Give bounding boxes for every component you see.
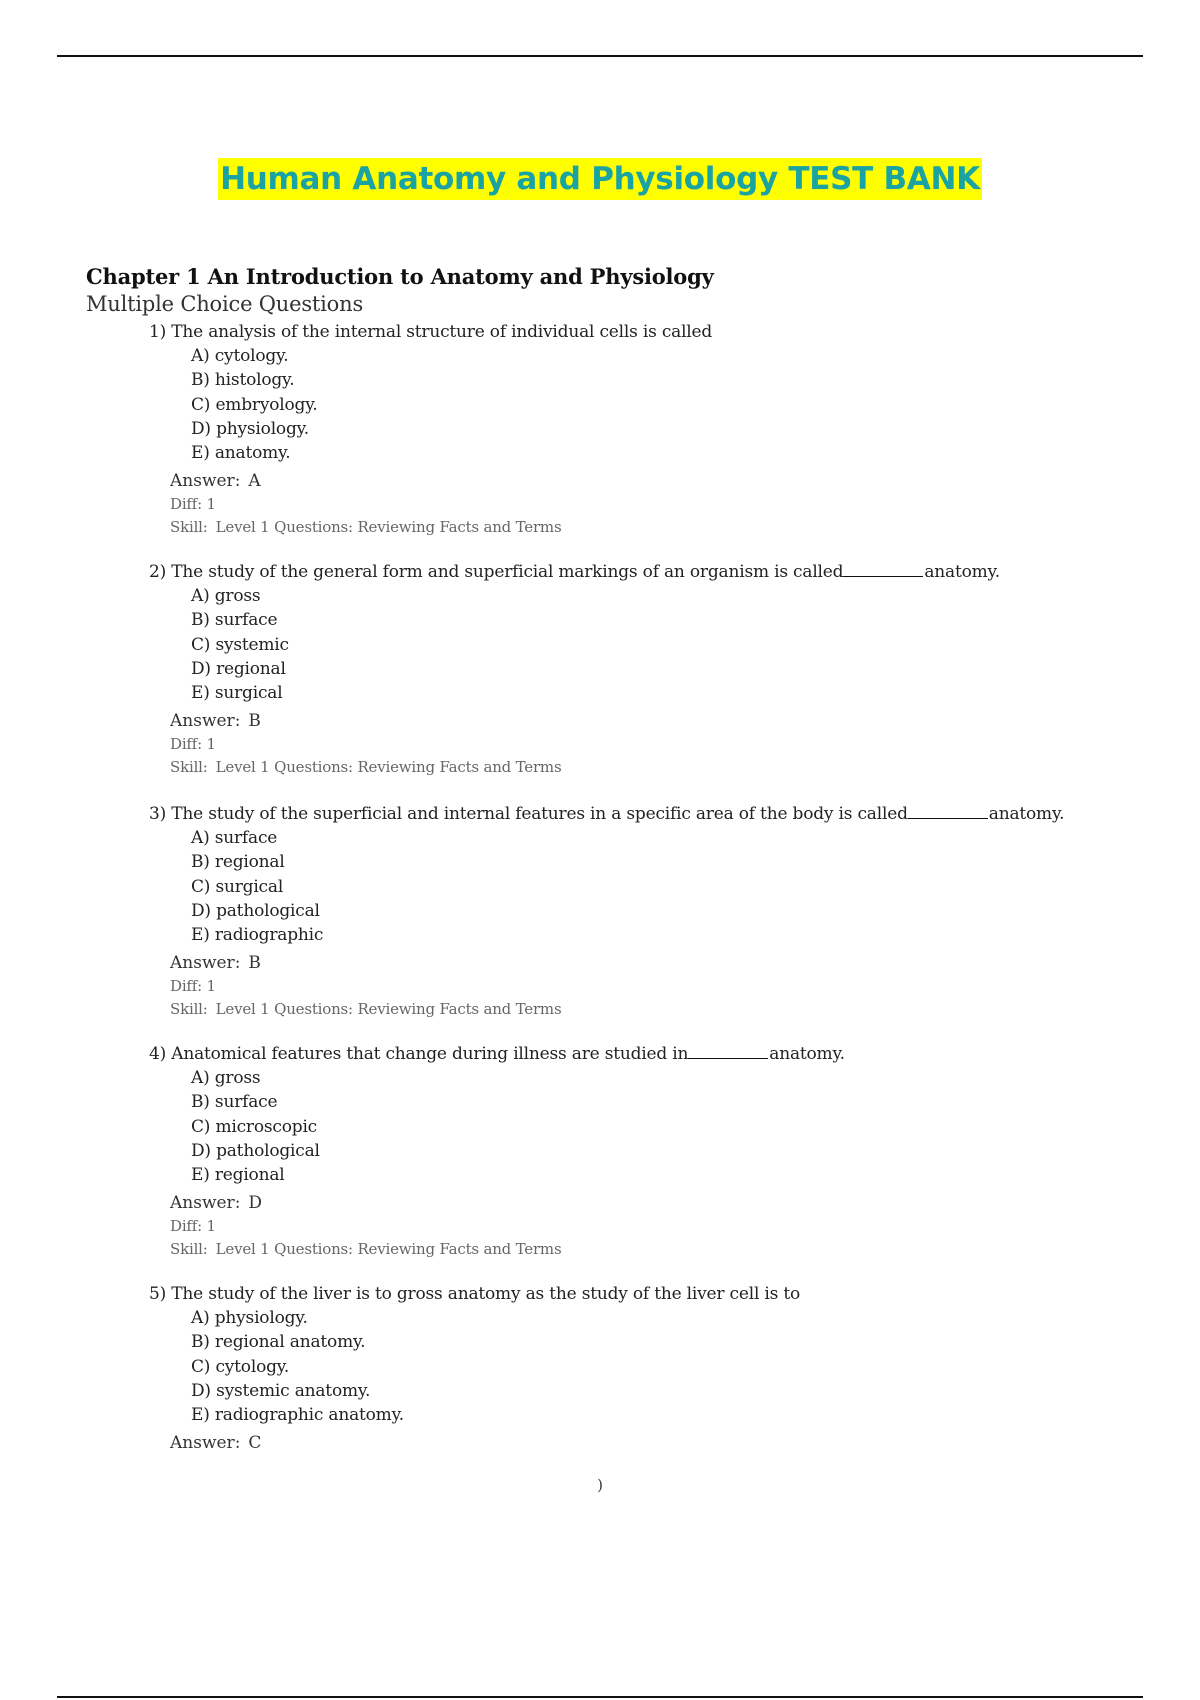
answer-options bbox=[149, 1306, 1109, 1427]
option-b: B) surface bbox=[191, 610, 278, 631]
option-d: D) pathological bbox=[191, 900, 320, 921]
option-e: E) surgical bbox=[191, 683, 283, 704]
answer-value: B bbox=[248, 953, 261, 974]
option-c: C) microscopic bbox=[191, 1116, 318, 1137]
answer-options bbox=[149, 1066, 1109, 1187]
question-stem: 2) The study of the general form and superficial markings of an organism is called anatomy. bbox=[149, 562, 1000, 582]
answer-value: C bbox=[248, 1433, 262, 1454]
answer-options bbox=[149, 826, 1109, 947]
option-e: E) radiographic bbox=[191, 925, 324, 946]
top-rule bbox=[57, 55, 1143, 57]
chapter-heading: Chapter 1 An Introduction to Anatomy and Physiology bbox=[86, 264, 714, 289]
difficulty: Diff: 1 bbox=[170, 495, 216, 514]
question-stem: 5) The study of the liver is to gross anatomy as the study of the liver cell is to bbox=[149, 1284, 801, 1304]
option-c: C) systemic bbox=[191, 634, 289, 655]
option-a: A) cytology. bbox=[191, 346, 289, 366]
fill-in-blank bbox=[688, 1042, 768, 1059]
question-2 bbox=[149, 560, 1109, 779]
option-d: D) regional bbox=[191, 658, 286, 679]
answer-options bbox=[149, 344, 1109, 465]
option-a: A) physiology. bbox=[191, 1308, 308, 1328]
section-heading: Multiple Choice Questions bbox=[86, 292, 364, 316]
document-title: Human Anatomy and Physiology TEST BANK bbox=[218, 158, 982, 200]
question-5 bbox=[149, 1282, 1109, 1455]
answer-line: Answer: C bbox=[170, 1433, 262, 1454]
difficulty: Diff: 1 bbox=[170, 735, 216, 754]
answer-line: Answer: D bbox=[170, 1193, 263, 1214]
question-stem: 3) The study of the superficial and internal features in a specific area of the body is called anatomy. bbox=[149, 804, 1065, 824]
question-4 bbox=[149, 1042, 1109, 1261]
option-b: B) surface bbox=[191, 1092, 278, 1113]
question-stem: 4) Anatomical features that change during illness are studied in anatomy. bbox=[149, 1044, 845, 1064]
question-stem: 1) The analysis of the internal structure of individual cells is called bbox=[149, 322, 713, 342]
question-3 bbox=[149, 802, 1109, 1021]
option-a: A) gross bbox=[191, 586, 261, 606]
answer-options bbox=[149, 584, 1109, 705]
option-e: E) anatomy. bbox=[191, 443, 291, 464]
option-d: D) physiology. bbox=[191, 418, 310, 439]
option-b: B) histology. bbox=[191, 370, 295, 391]
answer-line: Answer: B bbox=[170, 711, 261, 732]
skill-line: Skill: Level 1 Questions: Reviewing Facts and Terms bbox=[170, 1240, 562, 1259]
option-c: C) cytology. bbox=[191, 1356, 290, 1377]
option-b: B) regional anatomy. bbox=[191, 1332, 366, 1353]
bottom-rule bbox=[57, 1696, 1143, 1698]
difficulty: Diff: 1 bbox=[170, 1217, 216, 1236]
option-c: C) surgical bbox=[191, 876, 284, 897]
option-c: C) embryology. bbox=[191, 394, 318, 415]
answer-line: Answer: B bbox=[170, 953, 261, 974]
answer-line: Answer: A bbox=[170, 471, 261, 492]
fill-in-blank bbox=[843, 560, 923, 577]
option-e: E) radiographic anatomy. bbox=[191, 1405, 404, 1426]
option-b: B) regional bbox=[191, 852, 285, 873]
option-a: A) surface bbox=[191, 828, 278, 848]
fill-in-blank bbox=[908, 802, 988, 819]
skill-line: Skill: Level 1 Questions: Reviewing Facts and Terms bbox=[170, 758, 562, 777]
page-mark: ) bbox=[597, 1476, 603, 1494]
answer-value: D bbox=[248, 1193, 263, 1214]
title-block bbox=[0, 158, 1200, 200]
option-d: D) systemic anatomy. bbox=[191, 1380, 371, 1401]
skill-line: Skill: Level 1 Questions: Reviewing Facts and Terms bbox=[170, 518, 562, 537]
question-1 bbox=[149, 320, 1109, 539]
option-d: D) pathological bbox=[191, 1140, 320, 1161]
answer-value: A bbox=[248, 471, 261, 492]
difficulty: Diff: 1 bbox=[170, 977, 216, 996]
option-a: A) gross bbox=[191, 1068, 261, 1088]
answer-value: B bbox=[248, 711, 261, 732]
skill-line: Skill: Level 1 Questions: Reviewing Facts and Terms bbox=[170, 1000, 562, 1019]
option-e: E) regional bbox=[191, 1165, 285, 1186]
